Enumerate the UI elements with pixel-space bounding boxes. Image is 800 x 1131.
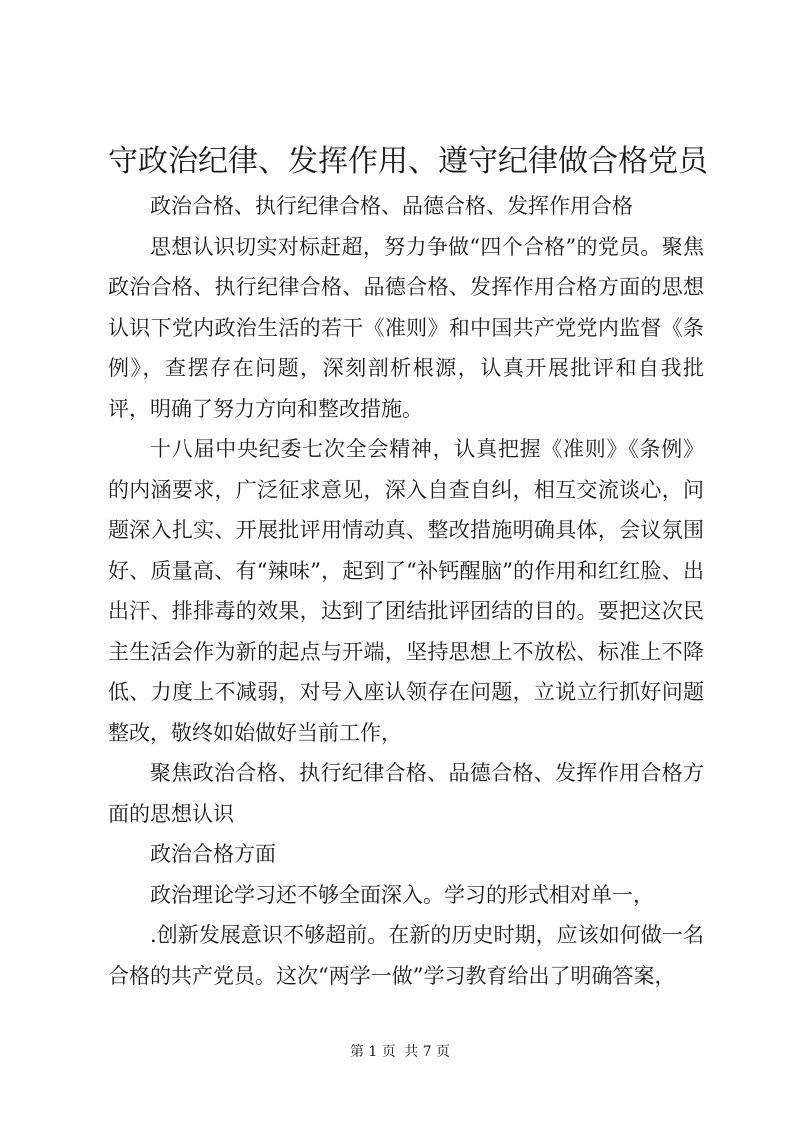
- paragraph-1: 政治合格、执行纪律合格、品德合格、发挥作用合格: [150, 194, 633, 218]
- page-total: 共 7 页: [404, 1044, 451, 1060]
- paragraph-7: .创新发展意识不够超前。在新的历史时期，应该如何做一名合格的共产党员。这次“两学一做”学习教育给出了明确答案，: [108, 923, 704, 988]
- paragraph-2: 思想认识切实对标赶超，努力争做“四个合格”的党员。聚焦政治合格、执行纪律合格、品德合格、发挥作用合格方面的思想认识下党内政治生活的若干《准则》和中国共产党党内监督《条例》，查摆存在问题，深刻剖析根源，认真开展批评和自我批评，明确了努力方向和整改措施。: [108, 234, 704, 421]
- page-footer: [0, 1042, 800, 1062]
- paragraph-5: 政治合格方面: [150, 842, 276, 866]
- paragraph-3: 十八届中央纪委七次全会精神，认真把握《准则》《条例》的内涵要求，广泛征求意见，深入自查自纠，相互交流谈心，问题深入扎实、开展批评用情动真、整改措施明确具体，会议氛围好、质量高、有“辣味”，起到了“补钙醒脑”的作用和红红脸、出出汗、排排毒的效果，达到了团结批评团结的目的。要把这次民主生活会作为新的起点与开端，坚持思想上不放松、标准上不降低、力度上不减弱，对号入座认领存在问题，立说立行抓好问题整改，敬终如始做好当前工作，: [108, 437, 704, 745]
- paragraph-4: 聚焦政治合格、执行纪律合格、品德合格、发挥作用合格方面的思想认识: [108, 761, 704, 826]
- paragraph-6: 政治理论学习还不够全面深入。学习的形式相对单一，: [150, 882, 654, 907]
- document-body: [108, 186, 704, 996]
- page-number: 第 1 页: [349, 1044, 396, 1060]
- document-title: 守政治纪律、发挥作用、遵守纪律做合格党员: [108, 144, 708, 179]
